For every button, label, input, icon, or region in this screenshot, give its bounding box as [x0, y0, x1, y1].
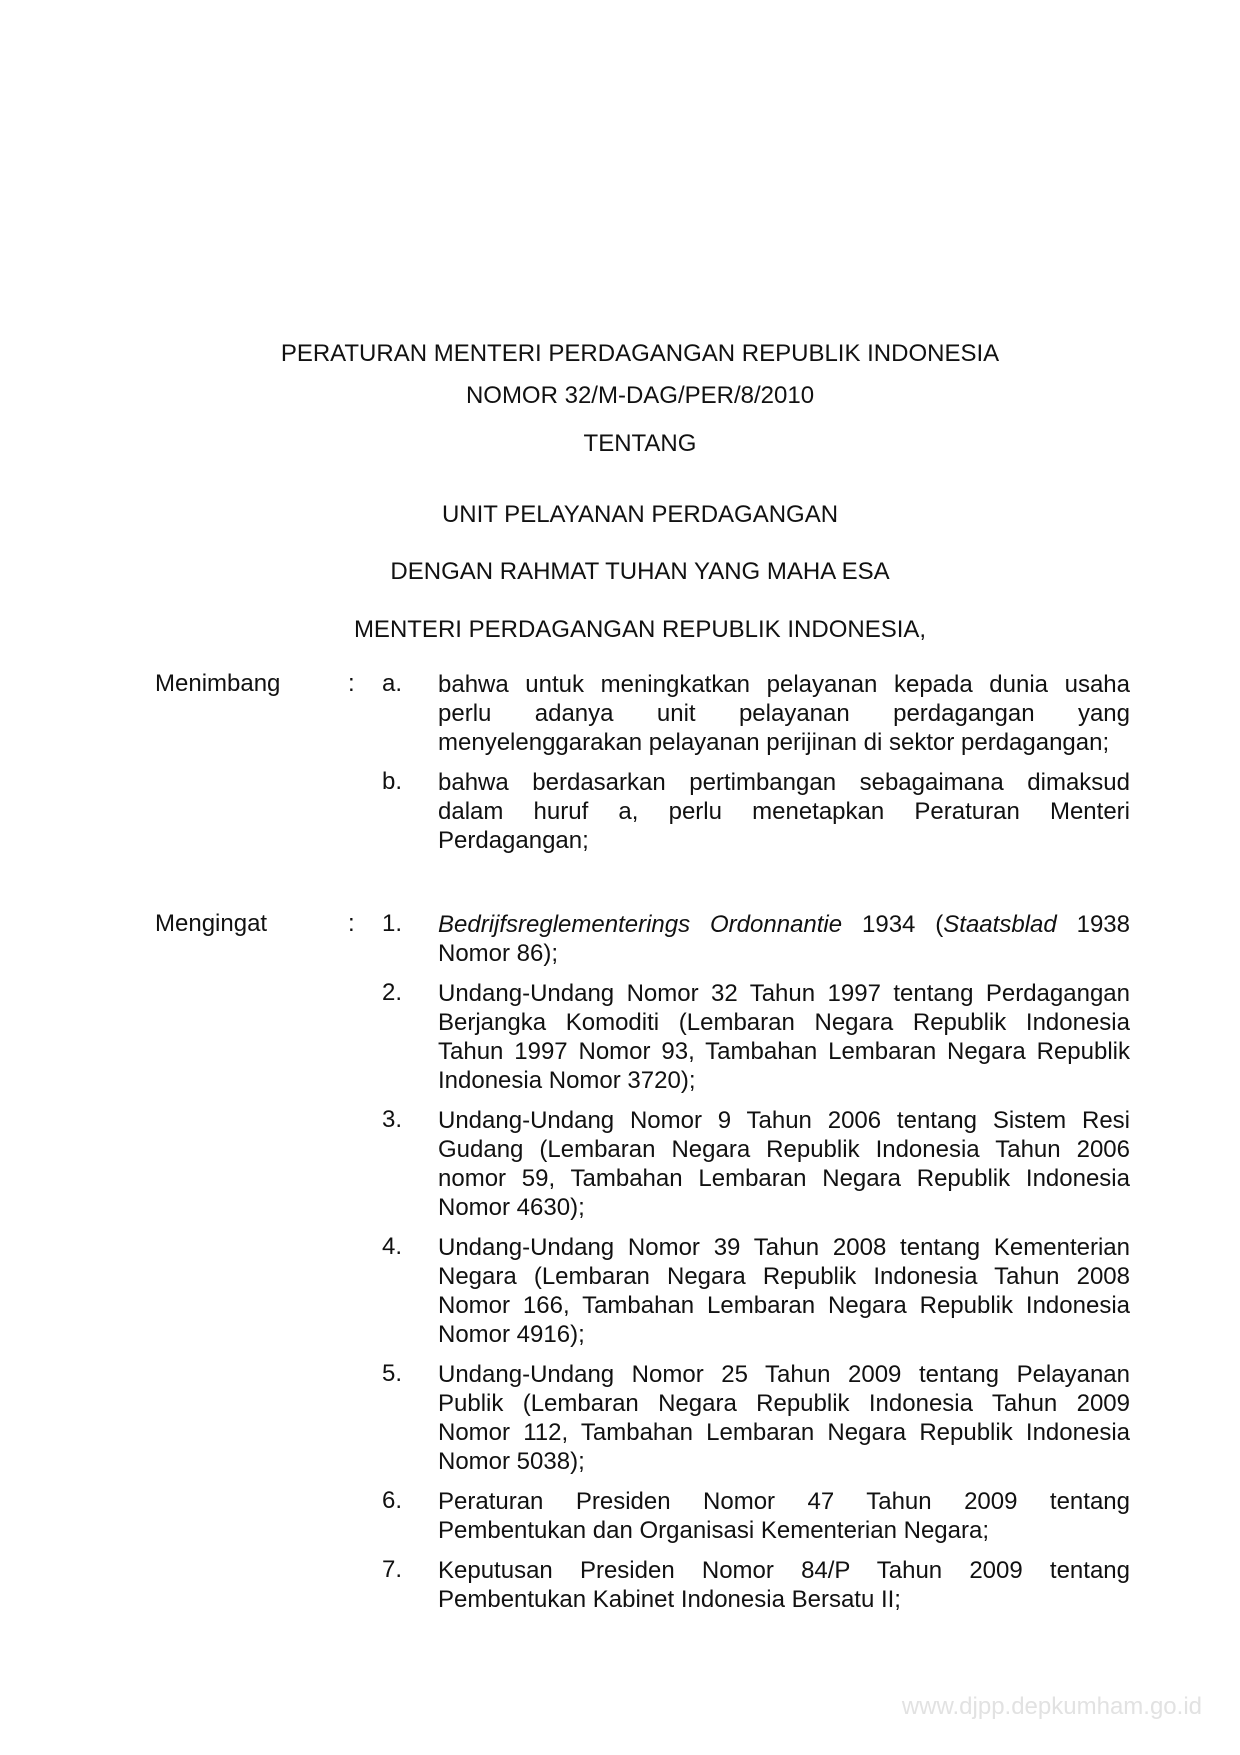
item-text: Undang-Undang Nomor 32 Tahun 1997 tentang Perdagangan Berjangka Komoditi (Lembaran Negara Republik Indonesia Tahun 1997 Nomor 93, Tambahan Lembaran Negara Republik Indonesia Nomor 3720); [438, 980, 1130, 1094]
item-marker: a. [382, 670, 403, 697]
regulation-subject: UNIT PELAYANAN PERDAGANGAN [441, 501, 839, 528]
menimbang-label: Menimbang [155, 670, 281, 697]
plain-text: 1938 Nomor 86); [438, 911, 1130, 967]
mengingat-item [155, 1360, 1130, 1476]
mengingat-item [155, 1106, 1130, 1222]
item-marker: 2. [382, 979, 403, 1006]
regulation-number: NOMOR 32/M-DAG/PER/8/2010 [465, 382, 815, 409]
mengingat-item [155, 1487, 1130, 1545]
italic-term: Bedrijfsreglementerings Ordonnantie [438, 911, 843, 938]
item-marker: 6. [382, 1487, 403, 1514]
item-marker: 7. [382, 1556, 403, 1583]
item-marker: b. [382, 768, 403, 795]
item-text: bahwa untuk meningkatkan pelayanan kepada dunia usaha perlu adanya unit pelayanan perdagangan yang menyelenggarakan pelayanan perijinan di sektor perdagangan; [438, 671, 1130, 756]
menimbang-colon: : [348, 670, 355, 697]
mengingat-label: Mengingat [155, 910, 268, 937]
menimbang-item [155, 670, 1130, 757]
item-text: bahwa berdasarkan pertimbangan sebagaimana dimaksud dalam huruf a, perlu menetapkan Peraturan Menteri Perdagangan; [438, 769, 1130, 854]
preamble-line: DENGAN RAHMAT TUHAN YANG MAHA ESA [390, 558, 890, 585]
item-marker: 5. [382, 1360, 403, 1387]
item-marker: 1. [382, 910, 403, 937]
mengingat-item [155, 910, 1130, 968]
regulation-title: PERATURAN MENTERI PERDAGANGAN REPUBLIK INDONESIA [280, 340, 1000, 367]
item-text: Keputusan Presiden Nomor 84/P Tahun 2009 tentang Pembentukan Kabinet Indonesia Bersatu II; [438, 1557, 1130, 1613]
item-marker: 4. [382, 1233, 403, 1260]
watermark-url: www.djpp.depkumham.go.id [901, 1693, 1202, 1720]
plain-text: 1934 ( [842, 911, 944, 938]
issuer-line: MENTERI PERDAGANGAN REPUBLIK INDONESIA, [353, 616, 927, 643]
tentang-heading: TENTANG [583, 430, 697, 457]
item-text: Undang-Undang Nomor 25 Tahun 2009 tentang Pelayanan Publik (Lembaran Negara Republik Indonesia Tahun 2009 Nomor 112, Tambahan Lembaran Negara Republik Indonesia Nomor 5038); [438, 1361, 1130, 1475]
mengingat-item [155, 1233, 1130, 1349]
mengingat-colon: : [348, 910, 355, 937]
item-text: Undang-Undang Nomor 39 Tahun 2008 tentang Kementerian Negara (Lembaran Negara Republik Indonesia Tahun 2008 Nomor 166, Tambahan Lembaran Negara Republik Indonesia Nomor 4916); [438, 1234, 1130, 1348]
item-text [438, 910, 1130, 968]
italic-term: Staatsblad [943, 911, 1057, 938]
item-text: Peraturan Presiden Nomor 47 Tahun 2009 tentang Pembentukan dan Organisasi Kementerian Negara; [438, 1488, 1130, 1544]
menimbang-item [155, 768, 1130, 855]
item-text: Undang-Undang Nomor 9 Tahun 2006 tentang Sistem Resi Gudang (Lembaran Negara Republik Indonesia Tahun 2006 nomor 59, Tambahan Lembaran Negara Republik Indonesia Nomor 4630); [438, 1107, 1130, 1221]
mengingat-item [155, 979, 1130, 1095]
mengingat-item [155, 1556, 1130, 1614]
item-marker: 3. [382, 1106, 403, 1133]
